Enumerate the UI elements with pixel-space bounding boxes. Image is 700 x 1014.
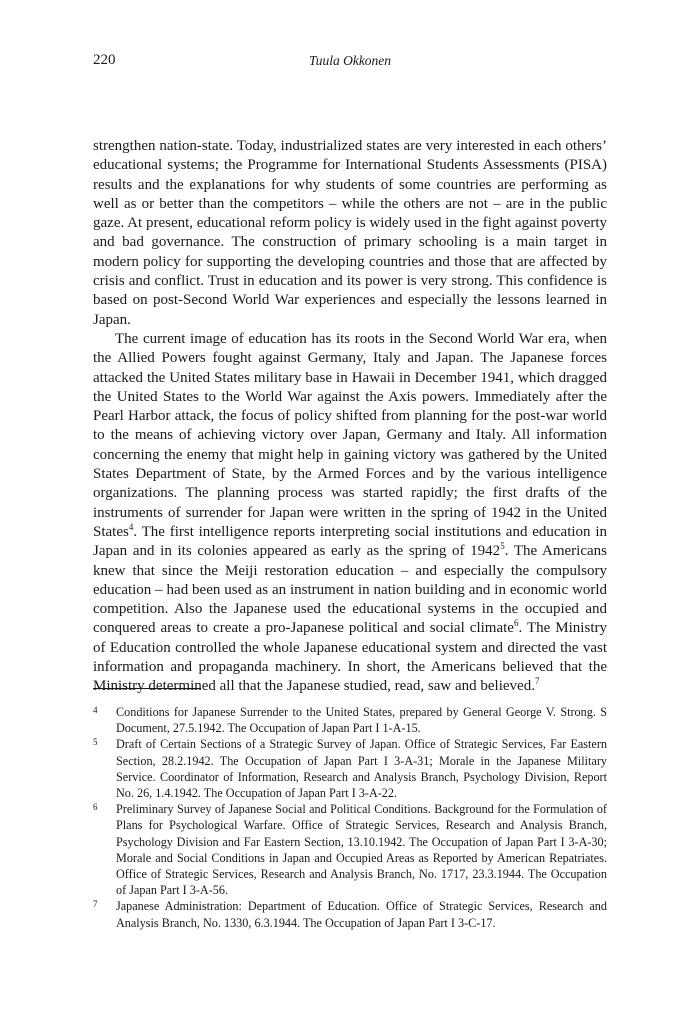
footnote-mark: 7: [93, 899, 98, 910]
footnote-ref-5[interactable]: 5: [500, 541, 505, 552]
footnote-ref-7[interactable]: 7: [534, 676, 540, 687]
footnote-text: Conditions for Japanese Surrender to the United States, prepared by General George V. Strong. S Document, 27.5.1942. The Occupation of Japan Part I 1-A-15.: [116, 705, 607, 736]
footnote-7: [93, 898, 607, 930]
footnote-divider: [93, 688, 201, 689]
running-head: Tuula Okkonen: [308, 53, 392, 68]
paragraph-1: [93, 137, 607, 330]
page-number: 220: [93, 52, 116, 68]
footnote-ref-6[interactable]: 6: [513, 618, 519, 629]
paragraph-1-text: strengthen nation-state. Today, industrialized states are very interested in each others’ educational systems; the Programme for International Students Assessments (PISA) results and the explanations for why students of some countries are performing as well as or better than the competitors – while the others are not – are in the public gaze. At present, educational reform policy is widely used in the fight against poverty and bad governance. The construction of primary schooling is a main target in modern policy for supporting the developing countries and those that are affected by crisis and conflict. Trust in education and its power is very strong. This confidence is based on post-Second World War experiences and especially the lessons learned in Japan.: [93, 138, 607, 328]
footnote-text: Japanese Administration: Department of Education. Office of Strategic Services, Research and Analysis Branch, No. 1330, 6.3.1944. The Occupation of Japan Part I 3-C-17.: [116, 899, 607, 930]
footnote-text: Draft of Certain Sections of a Strategic Survey of Japan. Office of Strategic Services, Far Eastern Section, 28.2.1942. The Occupation of Japan Part I 3-A-31; Morale in the Japanese Military Service. Coordinator of Information, Research and Analysis Branch, Psychology Division, Report No. 26, 1.4.1942. The Occupation of Japan Part I 3-A-22.: [116, 737, 607, 801]
footnote-4: [93, 704, 607, 736]
footnote-ref-4[interactable]: 4: [128, 521, 134, 532]
footnote-6: [93, 801, 607, 898]
paragraph-2-text-d: . The Ministry of Education controlled the whole Japanese educational system and directed the vast information and propaganda machinery. In short, the Americans believed that the Ministry determined all that the Japanese studied, read, saw and believed.: [93, 620, 607, 695]
body-text: [93, 137, 607, 697]
paragraph-2: [93, 330, 607, 697]
footnote-text: Preliminary Survey of Japanese Social and Political Conditions. Background for the Formulation of Plans for Psychological Warfare. Office of Strategic Services, Research and Analysis Branch, Psychology Division and Far Eastern Section, 13.10.1942. The Occupation of Japan Part I 3-A-30; Morale and Social Conditions in Japan and Occupied Areas as Reported by American Repatriates. Office of Strategic Services, Research and Analysis Branch, No. 1717, 23.3.1944. The Occupation of Japan Part I 3-A-56.: [116, 802, 607, 898]
paragraph-2-text-b: . The first intelligence reports interpreting social institutions and education in Japan and in its colonies appeared as early as the spring of 1942: [93, 523, 607, 560]
footnotes: [93, 704, 607, 931]
footnote-5: [93, 736, 607, 801]
footnote-mark: 6: [93, 802, 98, 813]
footnote-mark: 4: [93, 705, 98, 715]
paragraph-2-text-a: The current image of education has its roots in the Second World War era, when the Allied Powers fought against Germany, Italy and Japan. The Japanese forces attacked the United States military base in Hawaii in December 1941, which dragged the United States to the World War against the Axis powers. Immediately after the Pearl Harbor attack, the focus of policy shifted from planning for the post-war world to the means of achieving victory over Japan, Germany and Italy. All information concerning the enemy that might help in gaining victory was gathered by the United States Department of State, by the Armed Forces and by the various intelligence organizations. The planning process was started rapidly; the first drafts of the instruments of surrender for Japan were written in the spring of 1942 in the United States: [93, 330, 607, 540]
paragraph-2-text-c: . The Americans knew that since the Meiji restoration education – and especially the compulsory education – had been used as an instrument in nation building and in economic world competition. Also the Japanese used the educational systems in the occupied and conquered areas to create a pro-Japanese political and social climate: [93, 543, 607, 637]
page-header: [93, 52, 607, 72]
footnote-mark: 5: [93, 737, 98, 748]
